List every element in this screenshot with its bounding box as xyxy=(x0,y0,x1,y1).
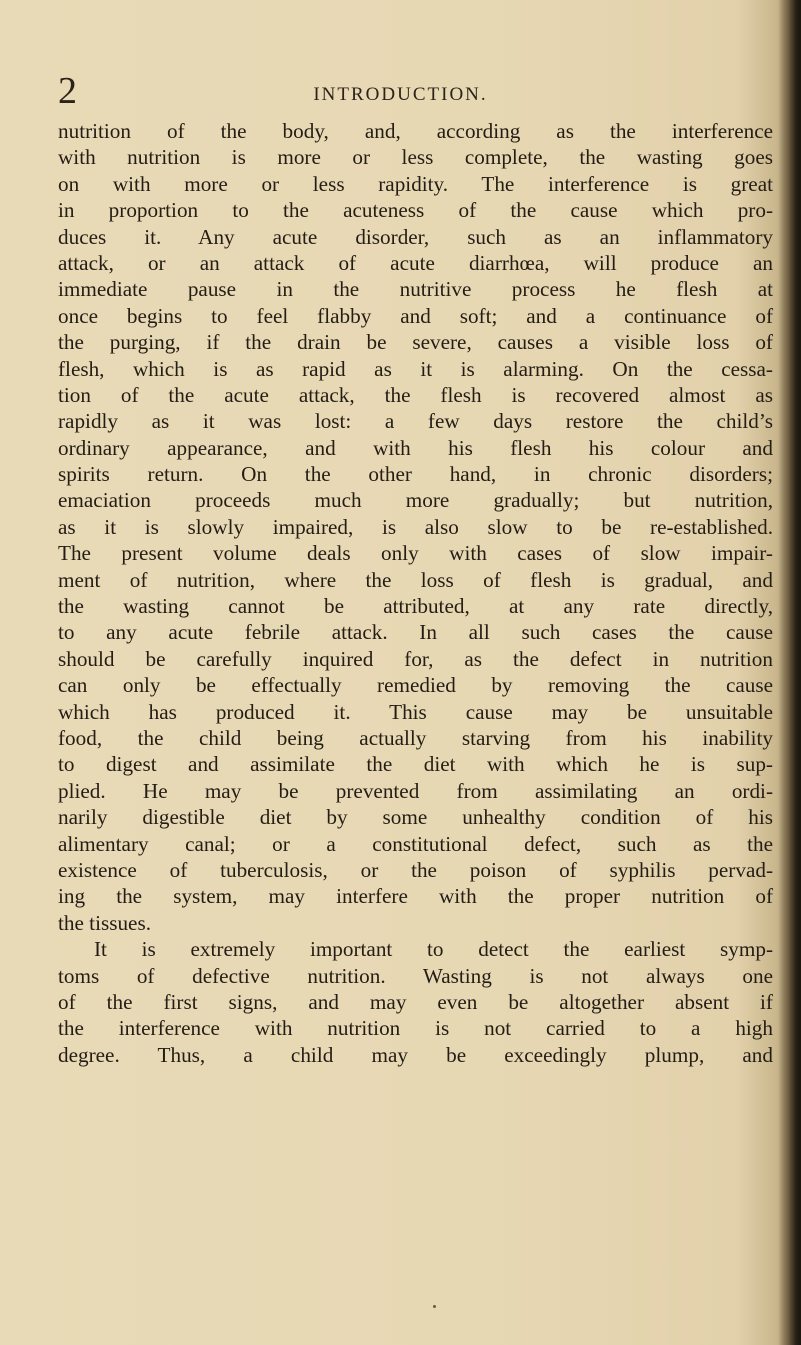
text-line: should be carefully inquired for, as the defect in nutrition xyxy=(58,646,773,671)
text-line: degree. Thus, a child may be exceedingly plump, and xyxy=(58,1042,773,1067)
text-line: food, the child being actually starving from his inability xyxy=(58,725,773,750)
text-line: immediate pause in the nutritive process he flesh at xyxy=(58,277,773,302)
running-head: INTRODUCTION. xyxy=(313,84,488,105)
text-line: which has produced it. This cause may be unsuitable xyxy=(58,699,773,724)
text-line: the purging, if the drain be severe, causes a visible loss of xyxy=(58,330,773,355)
text-line: once begins to feel flabby and soft; and a continuance of xyxy=(58,303,773,328)
text-line: can only be effectually remedied by removing the cause xyxy=(58,673,773,698)
text-line: duces it. Any acute disorder, such as an inflammatory xyxy=(58,224,773,249)
text-line: of the first signs, and may even be altogether absent if xyxy=(58,989,773,1014)
text-line: attack, or an attack of acute diarrhœa, will produce an xyxy=(58,250,773,275)
text-line: flesh, which is as rapid as it is alarming. On the cessa- xyxy=(58,356,773,381)
text-line: rapidly as it was lost: a few days restore the child’s xyxy=(58,409,773,434)
text-line: to digest and assimilate the diet with which he is sup- xyxy=(58,752,773,777)
text-line: the tissues. xyxy=(58,910,151,935)
text-line: narily digestible diet by some unhealthy condition of his xyxy=(58,805,773,830)
text-line: as it is slowly impaired, is also slow to be re-established. xyxy=(58,514,773,539)
text-line: ordinary appearance, and with his flesh his colour and xyxy=(58,435,773,460)
body-text xyxy=(58,118,773,1068)
text-line: tion of the acute attack, the flesh is recovered almost as xyxy=(58,382,773,407)
text-line: ing the system, may interfere with the proper nutrition of xyxy=(58,884,773,909)
text-line: in proportion to the acuteness of the cause which pro- xyxy=(58,198,773,223)
text-line: plied. He may be prevented from assimilating an ordi- xyxy=(58,778,773,803)
text-line: on with more or less rapidity. The interference is great xyxy=(58,171,773,196)
page-number: 2 xyxy=(58,70,77,112)
text-line: with nutrition is more or less complete, the wasting goes xyxy=(58,145,773,170)
text-line: alimentary canal; or a constitutional defect, such as the xyxy=(58,831,773,856)
text-line: The present volume deals only with cases of slow impair- xyxy=(58,541,773,566)
text-line: existence of tuberculosis, or the poison of syphilis pervad- xyxy=(58,857,773,882)
text-line: the interference with nutrition is not carried to a high xyxy=(58,1016,773,1041)
ink-speck xyxy=(433,1305,436,1308)
text-line: toms of defective nutrition. Wasting is not always one xyxy=(58,963,773,988)
text-line: spirits return. On the other hand, in chronic disorders; xyxy=(58,462,773,487)
text-line: to any acute febrile attack. In all such cases the cause xyxy=(58,620,773,645)
text-line: ment of nutrition, where the loss of flesh is gradual, and xyxy=(58,567,773,592)
page-edge-shadow xyxy=(779,0,801,1345)
text-line: It is extremely important to detect the earliest symp- xyxy=(94,937,773,962)
text-line: emaciation proceeds much more gradually; but nutrition, xyxy=(58,488,773,513)
text-line: the wasting cannot be attributed, at any rate directly, xyxy=(58,594,773,619)
text-line: nutrition of the body, and, according as the interference xyxy=(58,119,773,143)
